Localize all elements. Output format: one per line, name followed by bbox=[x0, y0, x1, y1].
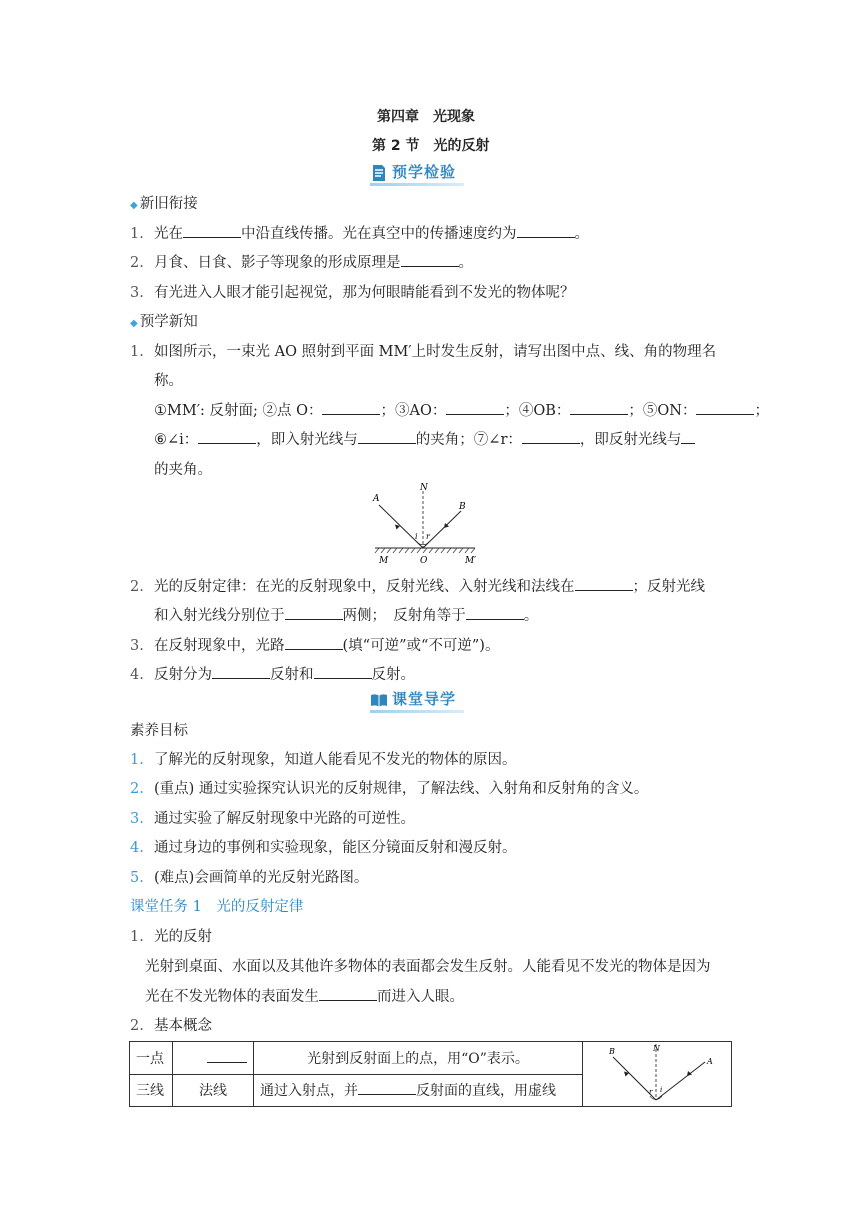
label-b: B bbox=[609, 1047, 615, 1056]
table-figure-cell bbox=[583, 1042, 732, 1107]
t1-title: 1. 光的反射 bbox=[130, 929, 212, 945]
section-title: 第 2 节 光的反射 bbox=[372, 138, 490, 154]
chapter-title: 第四章 光现象 bbox=[377, 109, 475, 125]
new-q1-row3: 的夹角。 bbox=[154, 462, 212, 478]
table-cell: 一点 bbox=[130, 1042, 173, 1075]
new-q2-line1: 2. 光的反射定律：在光的反射现象中，反射光线、入射光线和法线在 ；反射光线 bbox=[130, 575, 705, 596]
preview-banner bbox=[370, 161, 456, 182]
goal-item: 4. 通过身边的事例和实验现象，能区分镜面反射和漫反射。 bbox=[130, 840, 517, 856]
subsection-label: 预学新知 bbox=[139, 314, 198, 330]
goal-item: 5. (难点)会画简单的光反射光路图。 bbox=[130, 870, 369, 886]
table-cell: 通过入射点，并 反射面的直线，用虚线 bbox=[254, 1074, 583, 1107]
table-row bbox=[130, 1042, 732, 1075]
table-cell: 光射到反射面上的点，用“O”表示。 bbox=[254, 1042, 583, 1075]
book-icon bbox=[370, 691, 388, 709]
label-o: O bbox=[420, 556, 428, 566]
goal-item: 3. 通过实验了解反射现象中光路的可逆性。 bbox=[130, 811, 415, 827]
goals-title: 素养目标 bbox=[130, 723, 188, 739]
label-m-prime: M′ bbox=[465, 556, 477, 566]
subsection-old: ◆ 新旧衔接 bbox=[130, 196, 198, 212]
label-n: N bbox=[420, 483, 428, 493]
label-a: A bbox=[707, 1057, 713, 1066]
label-m: M bbox=[379, 556, 389, 566]
t1-paragraph-1: 光射到桌面、水面以及其他许多物体的表面都会发生反射。人能看见不发光的物体是因为 bbox=[145, 959, 711, 975]
reflection-diagram bbox=[365, 483, 485, 567]
concept-table bbox=[129, 1041, 732, 1107]
label-i: i bbox=[415, 532, 418, 541]
banner-title: 课堂导学 bbox=[392, 690, 457, 708]
classroom-banner bbox=[370, 688, 456, 709]
task1-heading: 课堂任务 1 光的反射定律 bbox=[130, 899, 304, 915]
label-b: B bbox=[459, 502, 466, 512]
new-q2-line2: 和入射光线分别位于 两侧； 反射角等于 。 bbox=[154, 604, 538, 625]
table-cell bbox=[173, 1042, 254, 1075]
banner-title: 预学检验 bbox=[392, 163, 457, 181]
new-q1-row1: ①MM′: 反射面; ②点 O： ；③AO： ；④OB： ；⑤ON： ； bbox=[154, 399, 769, 420]
table-cell: 三线 bbox=[130, 1074, 173, 1107]
new-q1-line2: 称。 bbox=[154, 373, 183, 389]
label-r: r bbox=[649, 1088, 653, 1096]
new-q1-line1: 1. 如图所示，一束光 AO 照射到平面 MM′上时发生反射，请写出图中点、线、角的物理名 bbox=[130, 344, 717, 360]
t1-paragraph-2: 光在不发光物体的表面发生 而进入人眼。 bbox=[145, 985, 464, 1006]
label-n: N bbox=[653, 1044, 660, 1053]
subsection-label: 新旧衔接 bbox=[139, 196, 198, 212]
label-i: i bbox=[660, 1086, 663, 1094]
reflection-diagram-small bbox=[583, 1042, 731, 1102]
subsection-new: ◆ 预学新知 bbox=[130, 314, 198, 330]
table-cell: 法线 bbox=[173, 1074, 254, 1107]
new-q4: 4. 反射分为 反射和 反射。 bbox=[130, 663, 415, 684]
goal-item: 2. (重点) 通过实验探究认识光的反射规律，了解法线、入射角和反射角的含义。 bbox=[130, 781, 649, 797]
old-q1: 1. 光在 中沿直线传播。光在真空中的传播速度约为 。 bbox=[130, 222, 589, 243]
old-q3: 3. 有光进入人眼才能引起视觉，那为何眼睛能看到不发光的物体呢？ bbox=[130, 285, 575, 301]
new-q3: 3. 在反射现象中，光路 (填“可逆”或“不可逆”)。 bbox=[130, 634, 499, 655]
label-r: r bbox=[426, 532, 430, 541]
old-q2: 2. 月食、日食、影子等现象的形成原理是 。 bbox=[130, 251, 473, 272]
new-q1-row2: ⑥∠i： ，即入射光线与 的夹角；⑦∠r： ，即反射光线与 bbox=[154, 428, 695, 449]
document-icon bbox=[370, 164, 388, 182]
goal-item: 1. 了解光的反射现象，知道人能看见不发光的物体的原因。 bbox=[130, 752, 517, 768]
label-a: A bbox=[373, 494, 380, 504]
t2-title: 2. 基本概念 bbox=[130, 1018, 212, 1034]
